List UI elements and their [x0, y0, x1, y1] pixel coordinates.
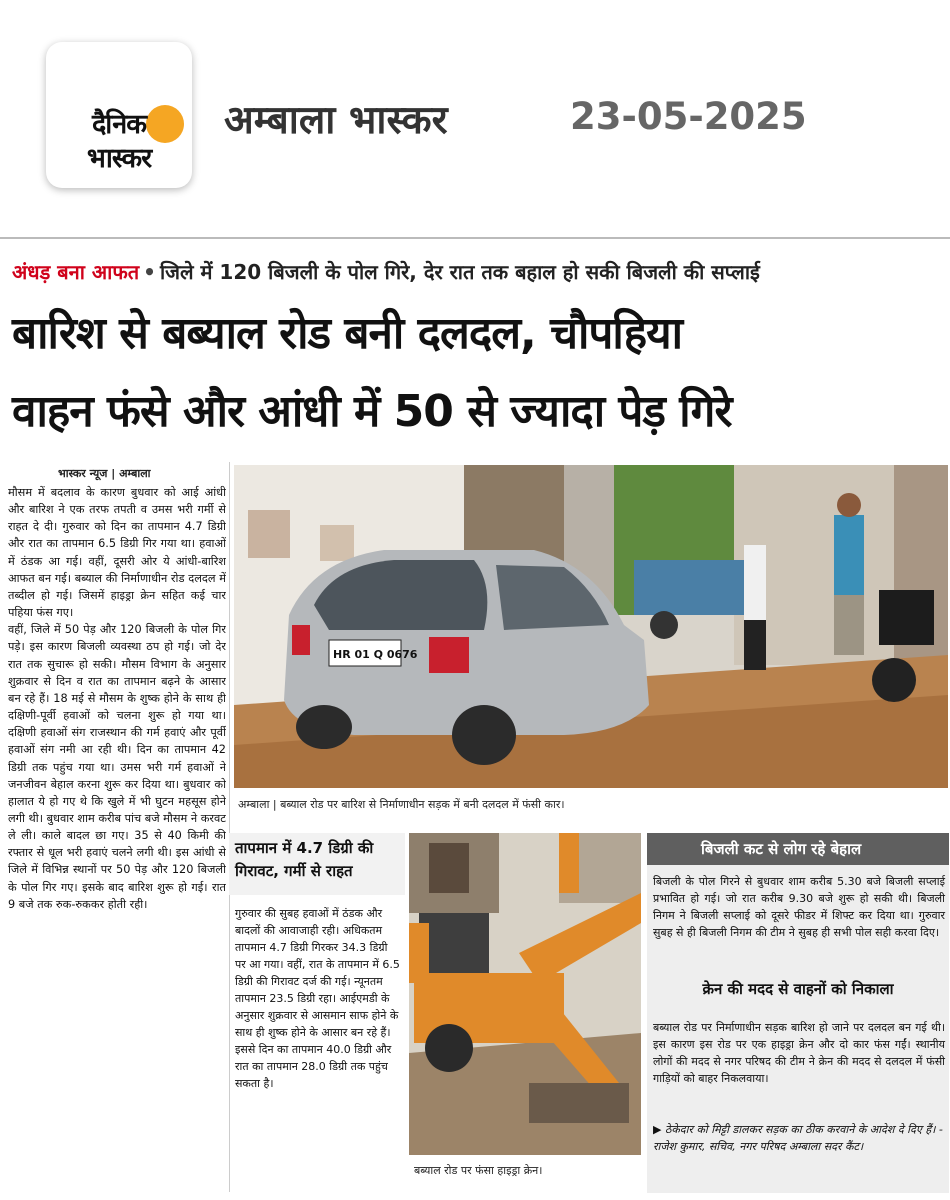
edition-name: अम्बाला भास्कर [224, 98, 448, 143]
crane-rescue-paragraph: बब्याल रोड पर निर्माणाधीन सड़क बारिश हो जाने पर दलदल बन गई थी। इस कारण इस रोड पर एक हाइड्रा क्रेन और दो कार फंस गईं। स्थानीय लोगों की मदद से नगर परिषद की टीम ने क्रेन की मदद से दलदल में फंसी गाड़ियों को बाहर निकलवाया। [653, 1021, 945, 1086]
headline-line-2: वाहन फंसे और आंधी में 50 से ज्यादा पेड़ गिरे [12, 386, 732, 437]
headline-line-1: बारिश से बब्याल रोड बनी दलदल, चौपहिया [12, 308, 683, 359]
main-photo-caption: अम्बाला | बब्याल रोड पर बारिश से निर्माणाधीन सड़क में बनी दलदल में फंसी कार। [238, 798, 565, 811]
byline: भास्कर न्यूज | अम्बाला [58, 467, 151, 480]
logo-wordmark-line1: दैनिक [91, 109, 147, 140]
power-cut-box-header: बिजली कट से लोग रहे बेहाल [647, 833, 949, 865]
crane-photo-caption: बब्याल रोड पर फंसा हाइड्रा क्रेन। [414, 1164, 543, 1177]
temperature-box [229, 833, 405, 1193]
article-paragraph-2: वहीं, जिले में 50 पेड़ और 120 बिजली के पोल गिर पड़े। इस कारण बिजली व्यवस्था ठप हो गई। जो देर रात तक सुचारू हो सकी। मौसम विभाग के अनुसार शुक्रवार से दिन व रात का तापमान बढ़ने के आसार बन रहे हैं। 18 मई से मौसम के शुष्क होने के साथ ही दक्षिणी-पूर्वी हवाओं को चलना शुरू हो गया था। दक्षिणी हवाओं संग राजस्थान की गर्म हवाएं और पूर्वी हवाओं संग नमी आ रही थी। दिन का तापमान 42 डिग्री तक पहुंच गया था। उमस भरी गर्म हवाओं ने जनजीवन बेहाल करना शुरू कर दिया था। बुधवार को हालात ये हो गए थे कि खुले में भी घुटन महसूस होने लगी थी। बुधवार शाम करीब पांच बजे मौसम ने करवट ले ली। काले बादल छा गए। 35 से 40 किमी की रफ्तार से धूल भरी हवाएं चलने लगी थी। इस आंधी से जिले में विभिन्न स्थानों पर 50 पेड़ और 120 बिजली के पोल गिर गए। इसके बाद बारिश शुरू हो गई। रात 9 बजे तक रुक-रुककर होती रही। [8, 623, 226, 911]
kicker-tag: अंधड़ बना आफत [12, 260, 140, 284]
crane-illustration [409, 833, 641, 1155]
car-stuck-photo [234, 465, 948, 788]
top-divider [0, 237, 950, 239]
car-stuck-illustration [234, 465, 948, 788]
kicker-text: जिले में 120 बिजली के पोल गिरे, देर रात तक बहाल हो सकी बिजली की सप्लाई [159, 260, 760, 284]
kicker-bullet: • [143, 260, 156, 284]
temperature-box-body: गुरुवार की सुबह हवाओं में ठंडक और बादलों की आवाजाही रही। अधिकतम तापमान 4.7 डिग्री गिरकर 34.3 डिग्री पर आ गया। वहीं, रात के तापमान में 6.5 डिग्री की गिरावट दर्ज की गई। न्यूनतम तापमान 23.5 डिग्री रहा। आईएमडी के अनुसार शुक्रवार से आसमान साफ होने के साथ ही शुष्क होने के आसार बन रहे हैं। इससे दिन का तापमान 40.0 डिग्री और रात का तापमान 28.0 डिग्री तक पहुंच सकता है। [235, 907, 400, 1091]
power-cut-box [647, 833, 949, 1193]
crane-stuck-photo [409, 833, 641, 1155]
kicker-line [12, 258, 760, 285]
masthead [0, 0, 950, 230]
dainik-bhaskar-logo [46, 42, 192, 188]
article-body-column [8, 484, 226, 1184]
temperature-box-title: तापमान में 4.7 डिग्री की गिरावट, गर्मी से राहत [229, 833, 405, 895]
logo-wordmark-line2: भास्कर [86, 143, 152, 174]
edition-date: 23-05-2025 [570, 95, 807, 138]
number-plate-text: HR 01 Q 0676 [333, 648, 418, 661]
power-cut-paragraph: बिजली के पोल गिरने से बुधवार शाम करीब 5.30 बजे बिजली सप्लाई प्रभावित हो गई। जो रात करीब 9.30 बजे शुरू हो सकी थी। बिजली निगम ने बिजली सप्लाई को दूसरे फीडर में शिफ्ट कर दिया था। गुरुवार सुबह से ही बिजली निगम की टीम ने सुबह ही सभी पोल सही करवा दिए। [653, 875, 945, 940]
official-quote: ▶ ठेकेदार को मिट्टी डालकर सड़क का ठीक करवाने के आदेश दे दिए हैं। - राजेश कुमार, सचिव, नगर परिषद अम्बाला सदर कैंट। [653, 1123, 943, 1154]
crane-rescue-subhead: क्रेन की मदद से वाहनों को निकाला [702, 980, 894, 998]
article-paragraph-1: मौसम में बदलाव के कारण बुधवार को आई आंधी और बारिश ने एक तरफ तपती व उमस भरी गर्मी से राहत दे दी। गुरुवार को दिन का तापमान 4.7 डिग्री और रात का तापमान 6.5 डिग्री गिर गया था। हवाओं में ठंडक आ गई। वहीं, दूसरी ओर ये आंधी-बारिश आफत बन गई। बब्याल की निर्माणाधीन रोड दलदल में तब्दील हो गई। जिसमें हाइड्रा क्रेन सहित कई चार पहिया फंस गए। [8, 486, 226, 620]
